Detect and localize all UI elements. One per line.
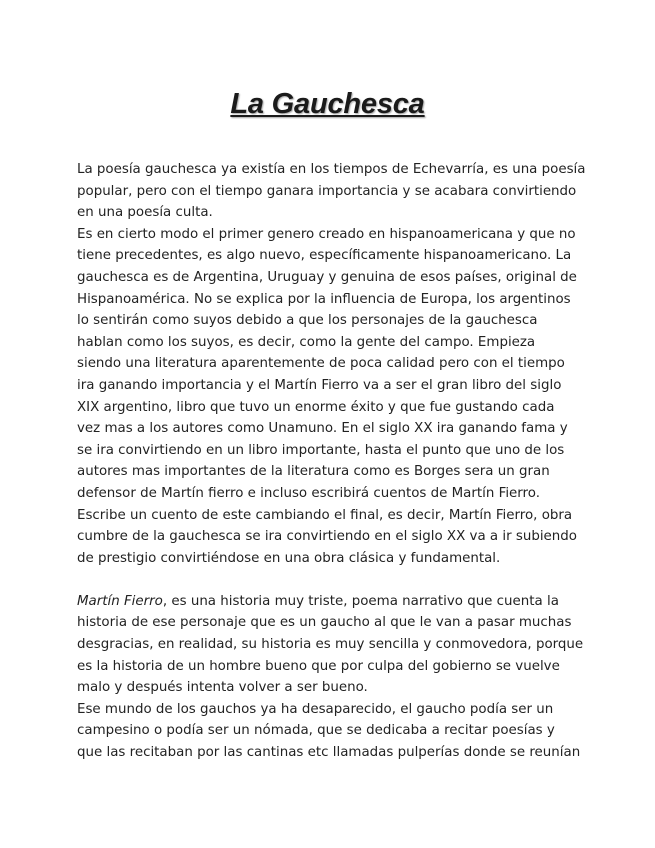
- text-line: campesino o podía ser un nómada, que se dedicaba a recitar poesías y: [77, 723, 555, 739]
- paragraph-gauchos-world: [77, 699, 587, 764]
- text-line: cumbre de la gauchesca se ira convirtiendo en el siglo XX va a ir subiendo: [77, 529, 577, 545]
- text-line: gauchesca es de Argentina, Uruguay y genuina de esos países, original de: [77, 269, 577, 285]
- text-line: vez mas a los autores como Unamuno. En el siglo XX ira ganando fama y: [77, 421, 568, 437]
- text-line: siendo una literatura aparentemente de poca calidad pero con el tiempo: [77, 356, 565, 372]
- text-line: Escribe un cuento de este cambiando el final, es decir, Martín Fierro, obra: [77, 507, 573, 523]
- text-line: ira ganando importancia y el Martín Fierro va a ser el gran libro del siglo: [77, 377, 562, 393]
- text-line: historia de ese personaje que es un gaucho al que le van a pasar muchas: [77, 615, 572, 631]
- paragraph-martin-fierro: [77, 591, 587, 699]
- paragraph-origins: [77, 224, 587, 570]
- text-line: XIX argentino, libro que tuvo un enorme éxito y que fue gustando cada: [77, 399, 555, 415]
- text-line: autores mas importantes de la literatura como es Borges sera un gran: [77, 464, 550, 480]
- text-line-rest: , es una historia muy triste, poema narrativo que cuenta la: [162, 593, 559, 609]
- text-line: se ira convirtiendo en un libro importante, hasta el punto que uno de los: [77, 442, 565, 458]
- text-line: defensor de Martín fierro e incluso escribirá cuentos de Martín Fierro.: [77, 485, 540, 501]
- document-body: [77, 159, 587, 764]
- document-title: La Gauchesca: [230, 88, 425, 120]
- text-line: La poesía gauchesca ya existía en los tiempos de Echevarría, es una poesía: [77, 162, 586, 177]
- text-line: Ese mundo de los gauchos ya ha desaparecido, el gaucho podía ser un: [77, 701, 554, 717]
- text-line: tiene precedentes, es algo nuevo, específicamente hispanoamericano. La: [77, 248, 572, 264]
- text-line: hablan como los suyos, es decir, como la gente del campo. Empieza: [77, 334, 536, 350]
- text-line: que las recitaban por las cantinas etc llamadas pulperías donde se reunían: [77, 745, 581, 761]
- text-line: es la historia de un hombre bueno que por culpa del gobierno se vuelve: [77, 658, 560, 674]
- text-line: malo y después intenta volver a ser bueno.: [77, 680, 368, 696]
- text-line: desgracias, en realidad, su historia es muy sencilla y conmovedora, porque: [77, 637, 584, 653]
- text-line: [77, 591, 587, 613]
- text-line: lo sentirán como suyos debido a que los personajes de la gauchesca: [77, 313, 538, 329]
- text-line: de prestigio convirtiéndose en una obra clásica y fundamental.: [77, 550, 501, 566]
- paragraph-intro: [77, 159, 587, 224]
- text-line: Es en cierto modo el primer genero creado en hispanoamericana y que no: [77, 226, 576, 242]
- book-title-italic: Martín Fierro: [77, 593, 163, 609]
- text-line: Hispanoamérica. No se explica por la influencia de Europa, los argentinos: [77, 291, 571, 307]
- paragraph-spacer: [77, 569, 587, 591]
- text-line: popular, pero con el tiempo ganara importancia y se acabara convirtiendo: [77, 183, 577, 199]
- text-line: en una poesía culta.: [77, 205, 213, 221]
